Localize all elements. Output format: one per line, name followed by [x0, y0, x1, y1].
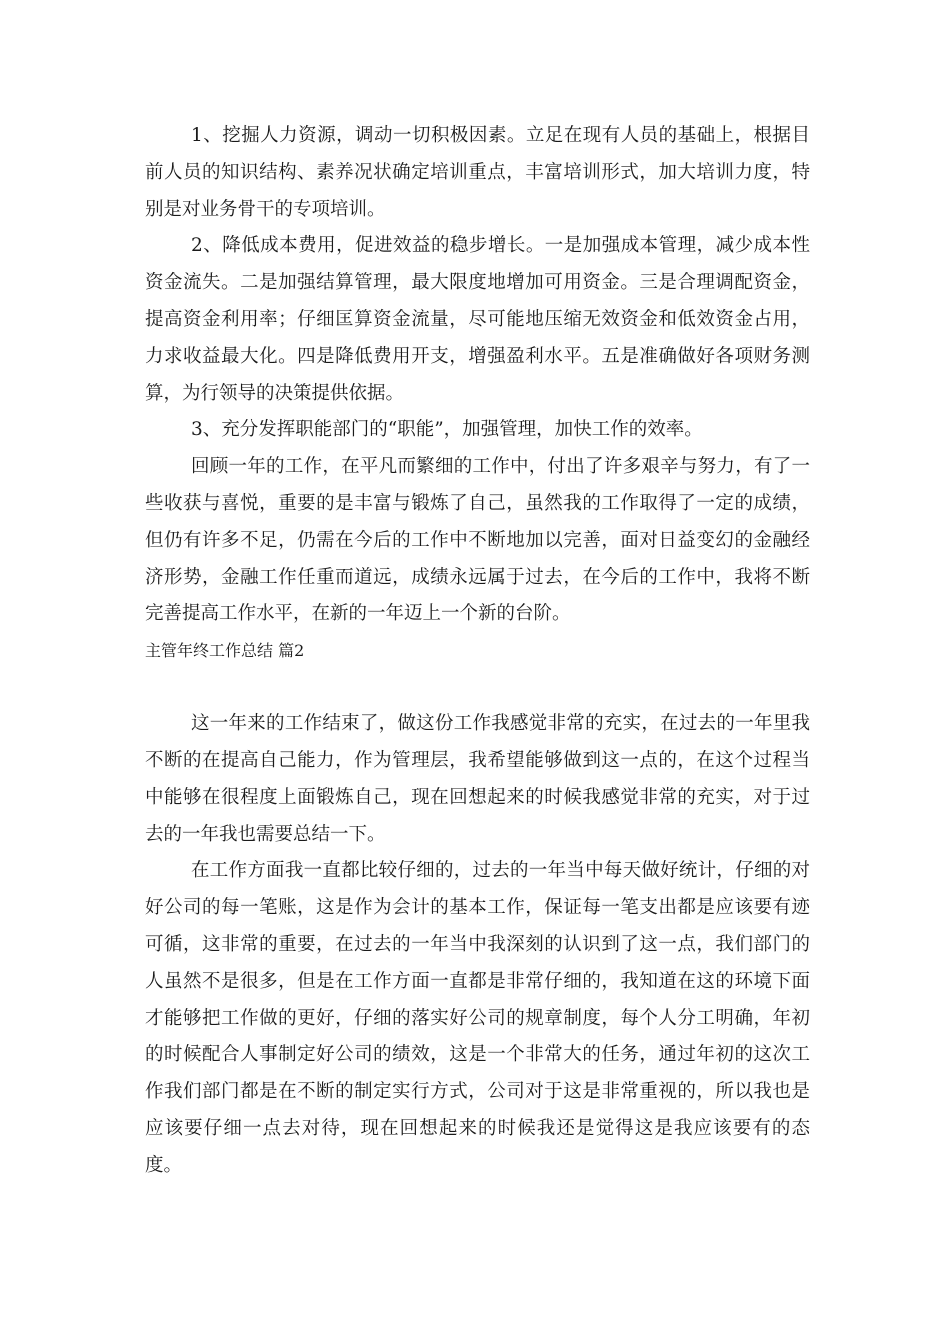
- paragraph-work: 在工作方面我一直都比较仔细的，过去的一年当中每天做好统计，仔细的对好公司的每一笔账，这是作为会计的基本工作，保证每一笔支出都是应该要有迹可循，这非常的重要，在过去的一年当中我深刻的认识到了这一点，我们部门的人虽然不是很多，但是在工作方面一直都是非常仔细的，我知道在这的环境下面才能够把工作做的更好，仔细的落实好公司的规章制度，每个人分工明确，年初的时候配合人事制定好公司的绩效，这是一个非常大的任务，通过年初的这次工作我们部门都是在不断的制定实行方式，公司对于这是非常重视的，所以我也是应该要仔细一点去对待，现在回想起来的时候我还是觉得这是我应该要有的态度。: [145, 860, 810, 1176]
- section-heading: 主管年终工作总结 篇2: [145, 641, 305, 661]
- section-gap: [145, 669, 810, 706]
- paragraph-review: 回顾一年的工作，在平凡而繁细的工作中，付出了许多艰辛与努力，有了一些收获与喜悦，重要的是丰富与锻炼了自己，虽然我的工作取得了一定的成绩，但仍有许多不足，仍需在今后的工作中不断地加以完善，面对日益变幻的金融经济形势，金融工作任重而道远，成绩永远属于过去，在今后的工作中，我将不断完善提高工作水平，在新的一年迈上一个新的台阶。: [145, 456, 810, 625]
- paragraph-intro: 这一年来的工作结束了，做这份工作我感觉非常的充实，在过去的一年里我不断的在提高自己能力，作为管理层，我希望能够做到这一点的，在这个过程当中能够在很程度上面锻炼自己，现在回想起来的时候我感觉非常的充实，对于过去的一年我也需要总结一下。: [145, 713, 810, 845]
- paragraph-item-2: 2、降低成本费用，促进效益的稳步增长。一是加强成本管理，减少成本性资金流失。二是加强结算管理，最大限度地增加可用资金。三是合理调配资金，提高资金利用率；仔细匡算资金流量，尽可能地压缩无效资金和低效资金占用，力求收益最大化。四是降低费用开支，增强盈利水平。五是准确做好各项财务测算，为行领导的决策提供依据。: [145, 235, 810, 404]
- paragraph-item-3: 3、充分发挥职能部门的“职能”，加强管理，加快工作的效率。: [191, 419, 703, 441]
- paragraph-item-1: 1、挖掘人力资源，调动一切积极因素。立足在现有人员的基础上，根据目前人员的知识结构、素养况状确定培训重点，丰富培训形式，加大培训力度，特别是对业务骨干的专项培训。: [145, 125, 810, 220]
- document-body: [145, 118, 810, 1185]
